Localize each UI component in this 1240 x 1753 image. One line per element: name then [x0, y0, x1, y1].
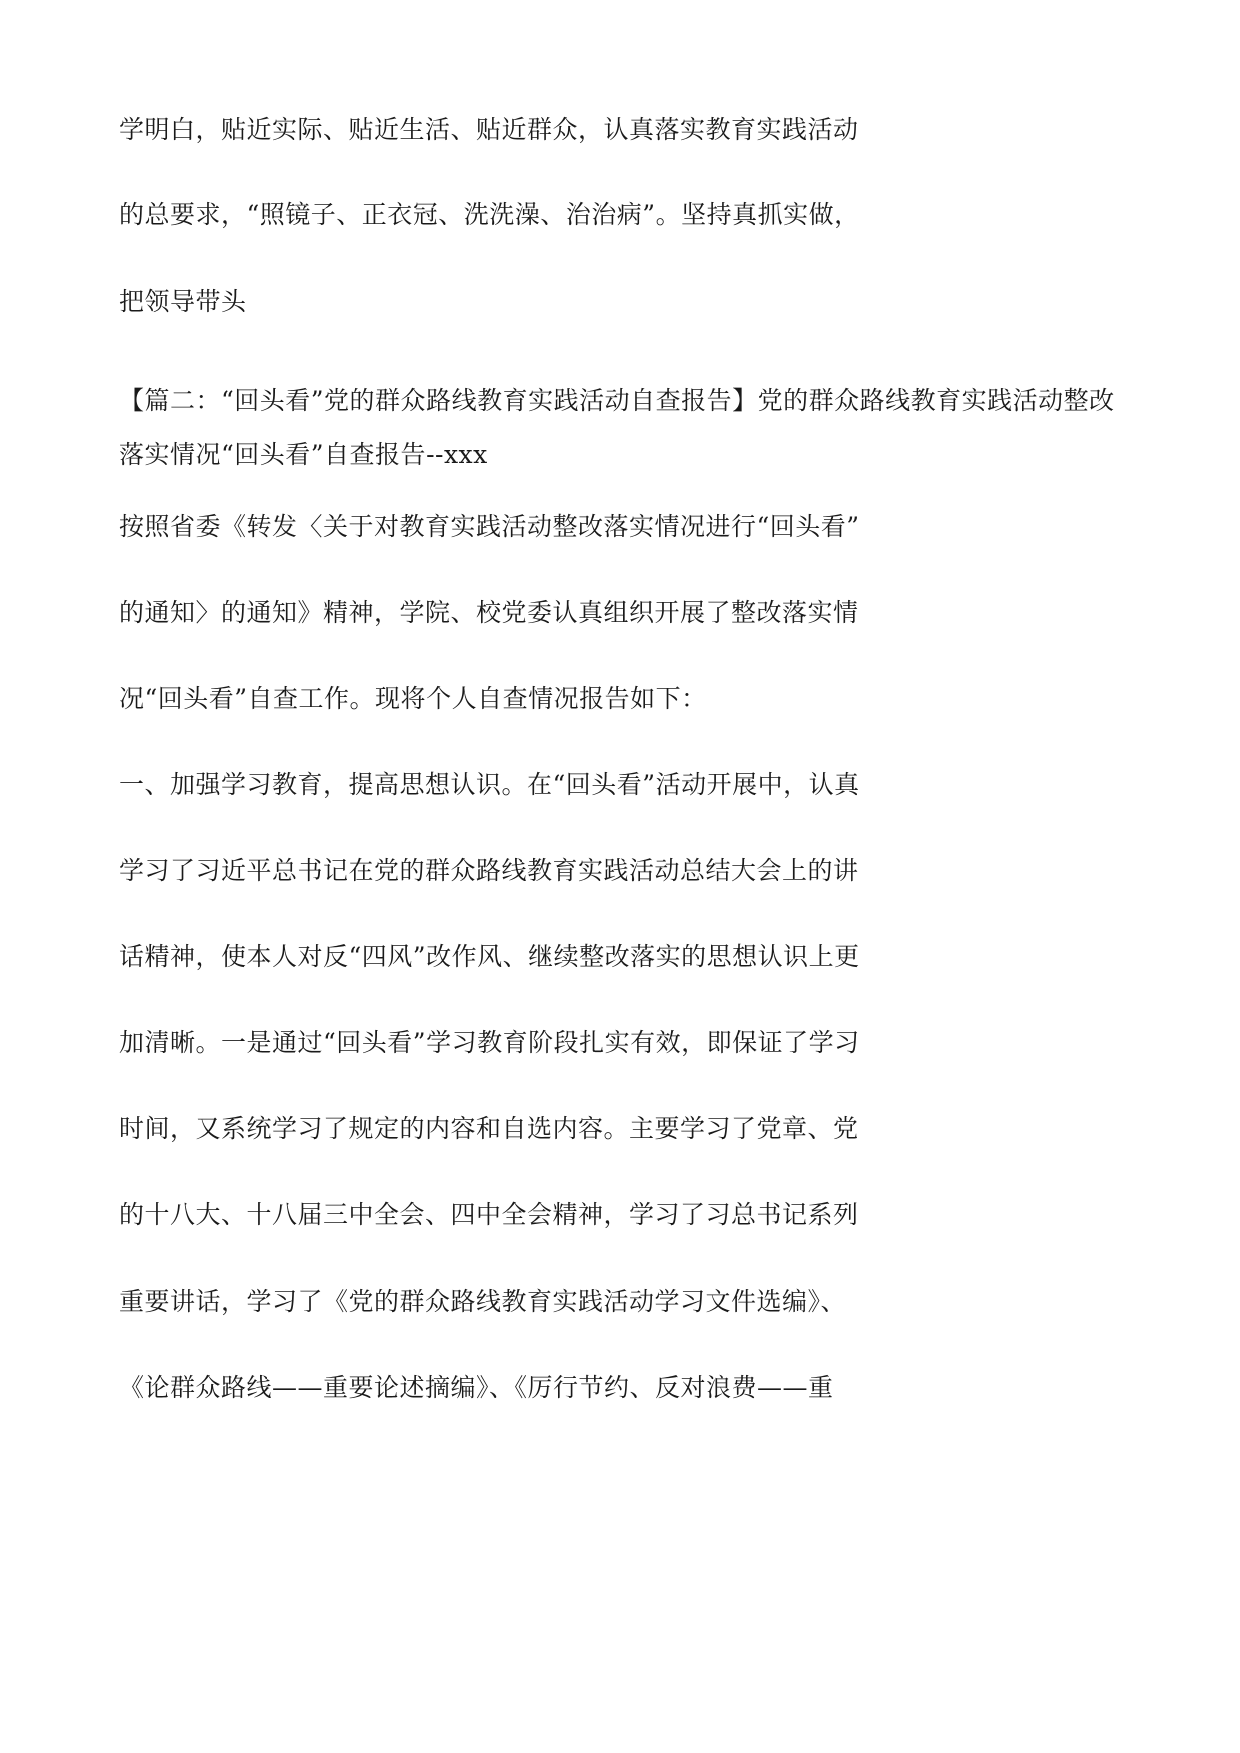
text-line: 况“回头看”自查工作。现将个人自查情况报告如下：	[119, 684, 707, 713]
text-line: 的总要求，“照镜子、正衣冠、洗洗澡、治治病”。坚持真抓实做，	[119, 200, 860, 229]
text-line: 话精神，使本人对反“四风”改作风、继续整改落实的思想认识上更	[119, 942, 860, 971]
text-line: 加清晰。一是通过“回头看”学习教育阶段扎实有效，即保证了学习	[119, 1028, 860, 1057]
text-line: 学习了习近平总书记在党的群众路线教育实践活动总结大会上的讲	[119, 856, 859, 885]
text-line: 一、加强学习教育，提高思想认识。在“回头看”活动开展中，认真	[119, 770, 860, 799]
text-line: 把领导带头	[119, 287, 247, 316]
section-heading: 【篇二：“回头看”党的群众路线教育实践活动自查报告】党的群众路线教育实践活动整改落实情况“回头看”自查报告--xxx	[119, 386, 1115, 469]
text-line: 时间，又系统学习了规定的内容和自选内容。主要学习了党章、党	[119, 1114, 859, 1143]
text-line: 的十八大、十八届三中全会、四中全会精神，学习了习总书记系列	[119, 1200, 859, 1229]
text-line: 的通知〉的通知》精神，学院、校党委认真组织开展了整改落实情	[119, 598, 859, 627]
text-line: 按照省委《转发〈关于对教育实践活动整改落实情况进行“回头看”	[119, 512, 860, 541]
text-line: 学明白，贴近实际、贴近生活、贴近群众，认真落实教育实践活动	[119, 115, 859, 144]
text-line: 《论群众路线——重要论述摘编》、《厉行节约、反对浪费——重	[119, 1373, 834, 1402]
text-line: 重要讲话，学习了《党的群众路线教育实践活动学习文件选编》、	[119, 1287, 847, 1316]
